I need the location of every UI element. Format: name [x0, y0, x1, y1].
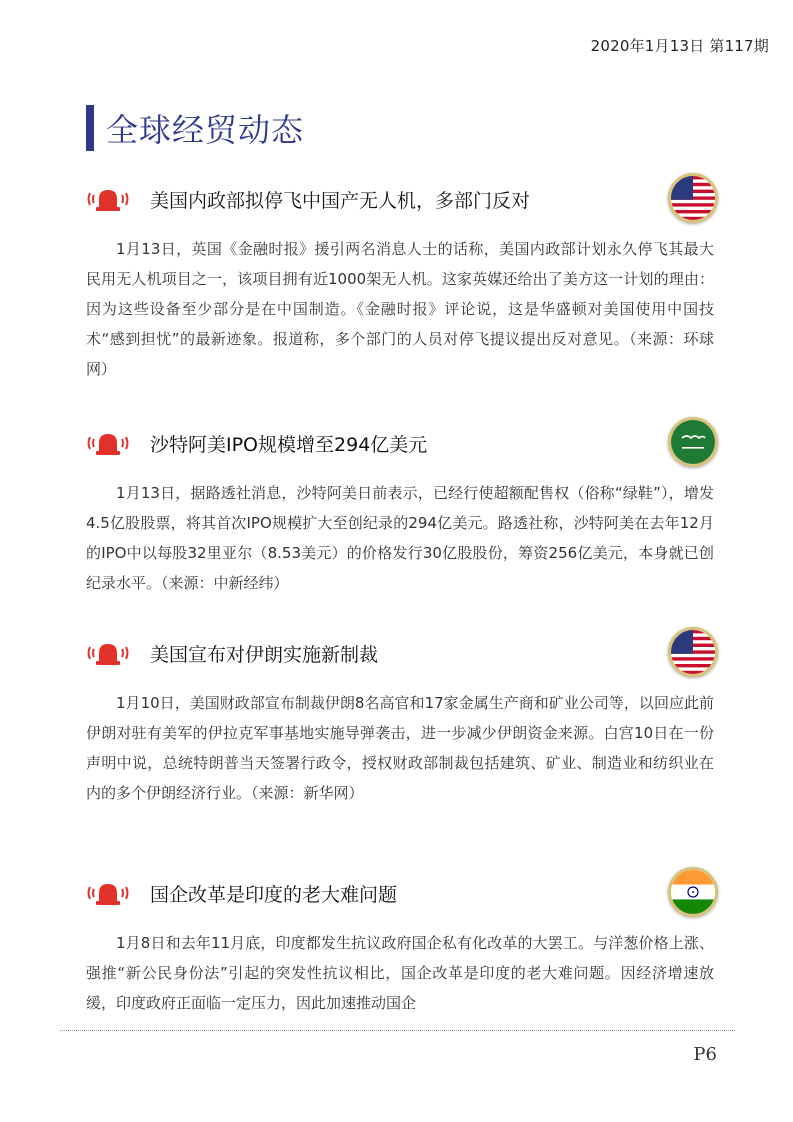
article-header — [86, 176, 714, 222]
news-article — [86, 630, 714, 808]
saudi-flag-icon — [668, 417, 718, 467]
article-body: 1月8日和去年11月底，印度都发生抗议政府国企私有化改革的大罢工。与洋葱价格上涨、强推“新公民身份法”引起的突发性抗议相比，国企改革是印度的老大难问题。因经济增速放缓，印度政府正面临一定压力，因此加速推动国企 — [86, 934, 714, 1012]
usa-flag-icon — [668, 627, 718, 677]
alarm-bell-icon — [86, 429, 130, 457]
usa-flag-icon — [668, 173, 718, 223]
alarm-bell-icon — [86, 185, 130, 213]
india-flag-icon — [668, 867, 718, 917]
footer-divider — [60, 1030, 735, 1031]
alarm-bell-icon — [86, 639, 130, 667]
article-header — [86, 420, 714, 466]
article-headline: 美国宣布对伊朗实施新制裁 — [150, 643, 379, 666]
article-headline: 沙特阿美IPO规模增至294亿美元 — [150, 433, 428, 456]
article-header — [86, 870, 714, 916]
article-body: 1月13日，英国《金融时报》援引两名消息人士的话称，美国内政部计划永久停飞其最大民用无人机项目之一，该项目拥有近1000架无人机。这家英媒还给出了美方这一计划的理由：因为这些设备至少部分是在中国制造。《金融时报》评论说，这是华盛顿对美国使用中国技术“感到担忧”的最新迹象。报道称，多个部门的人员对停飞提议提出反对意见。（来源：环球网） — [86, 240, 714, 378]
article-body: 1月13日，据路透社消息，沙特阿美日前表示，已经行使超额配售权（俗称“绿鞋”），增发4.5亿股股票，将其首次IPO规模扩大至创纪录的294亿美元。路透社称，沙特阿美在去年12月的IPO中以每股32里亚尔（8.53美元）的价格发行30亿股股份，筹资256亿美元，本身就已创纪录水平。（来源：中新经纬） — [86, 484, 714, 592]
issue-date: 2020年1月13日 第117期 — [590, 37, 769, 55]
article-header — [86, 630, 714, 676]
news-article — [86, 420, 714, 598]
news-article — [86, 870, 714, 1018]
news-article — [86, 176, 714, 384]
section-title-text: 全球经贸动态 — [106, 111, 305, 149]
title-accent-bar — [86, 105, 94, 151]
article-headline: 美国内政部拟停飞中国产无人机，多部门反对 — [150, 189, 531, 212]
section-title — [86, 104, 304, 152]
article-body: 1月10日，美国财政部宣布制裁伊朗8名高官和17家金属生产商和矿业公司等，以回应此前伊朗对驻有美军的伊拉克军事基地实施导弹袭击，进一步减少伊朗资金来源。白宫10日在一份声明中说，总统特朗普当天签署行政令，授权财政部制裁包括建筑、矿业、制造业和纺织业在内的多个伊朗经济行业。（来源：新华网） — [86, 694, 714, 802]
page-number: P6 — [693, 1044, 717, 1065]
article-headline: 国企改革是印度的老大难问题 — [150, 883, 398, 906]
alarm-bell-icon — [86, 879, 130, 907]
